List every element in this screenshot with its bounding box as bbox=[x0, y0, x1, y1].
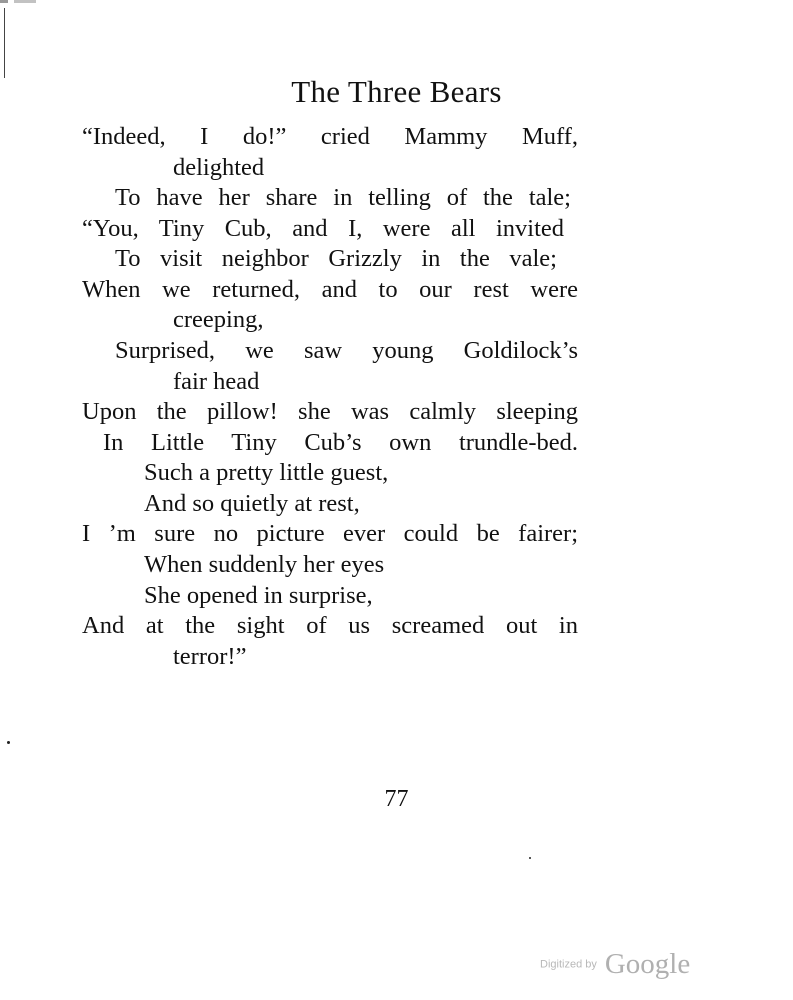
poem-line: And at the sight of us screamed out in bbox=[82, 612, 578, 639]
poem-line: Upon the pillow! she was calmly sleeping bbox=[82, 398, 578, 425]
poem-line: To visit neighbor Grizzly in the vale; bbox=[115, 245, 557, 272]
page-number: 77 bbox=[384, 786, 409, 812]
poem-line: In Little Tiny Cub’s own trundle-bed. bbox=[103, 429, 578, 456]
poem-line: creeping, bbox=[173, 306, 264, 333]
poem-line: To have her share in telling of the tale; bbox=[115, 184, 571, 211]
poem-line: terror!” bbox=[173, 643, 247, 670]
poem-line: I ’m sure no picture ever could be fairer; bbox=[82, 520, 578, 547]
poem-line: fair head bbox=[173, 368, 260, 395]
poem-line: She opened in surprise, bbox=[144, 582, 373, 609]
poem-line: When we returned, and to our rest were bbox=[82, 276, 578, 303]
poem-line: When suddenly her eyes bbox=[144, 551, 385, 578]
scan-edge-rule bbox=[4, 8, 5, 78]
running-head: The Three Bears bbox=[291, 74, 502, 109]
poem-line: delighted bbox=[173, 154, 265, 181]
poem-line: “You, Tiny Cub, and I, were all invited bbox=[82, 215, 564, 242]
poem-line: And so quietly at rest, bbox=[144, 490, 360, 517]
poem-line: “Indeed, I do!” cried Mammy Muff, bbox=[82, 123, 578, 150]
google-logo: Google bbox=[604, 948, 691, 980]
scan-corner-mark bbox=[0, 0, 40, 3]
scan-speck bbox=[7, 741, 10, 744]
scan-speck bbox=[529, 857, 531, 859]
poem-line: Surprised, we saw young Goldilock’s bbox=[115, 337, 578, 364]
digitized-label: Digitized by bbox=[540, 958, 597, 971]
poem-line: Such a pretty little guest, bbox=[144, 459, 389, 486]
digitized-watermark bbox=[540, 948, 690, 981]
